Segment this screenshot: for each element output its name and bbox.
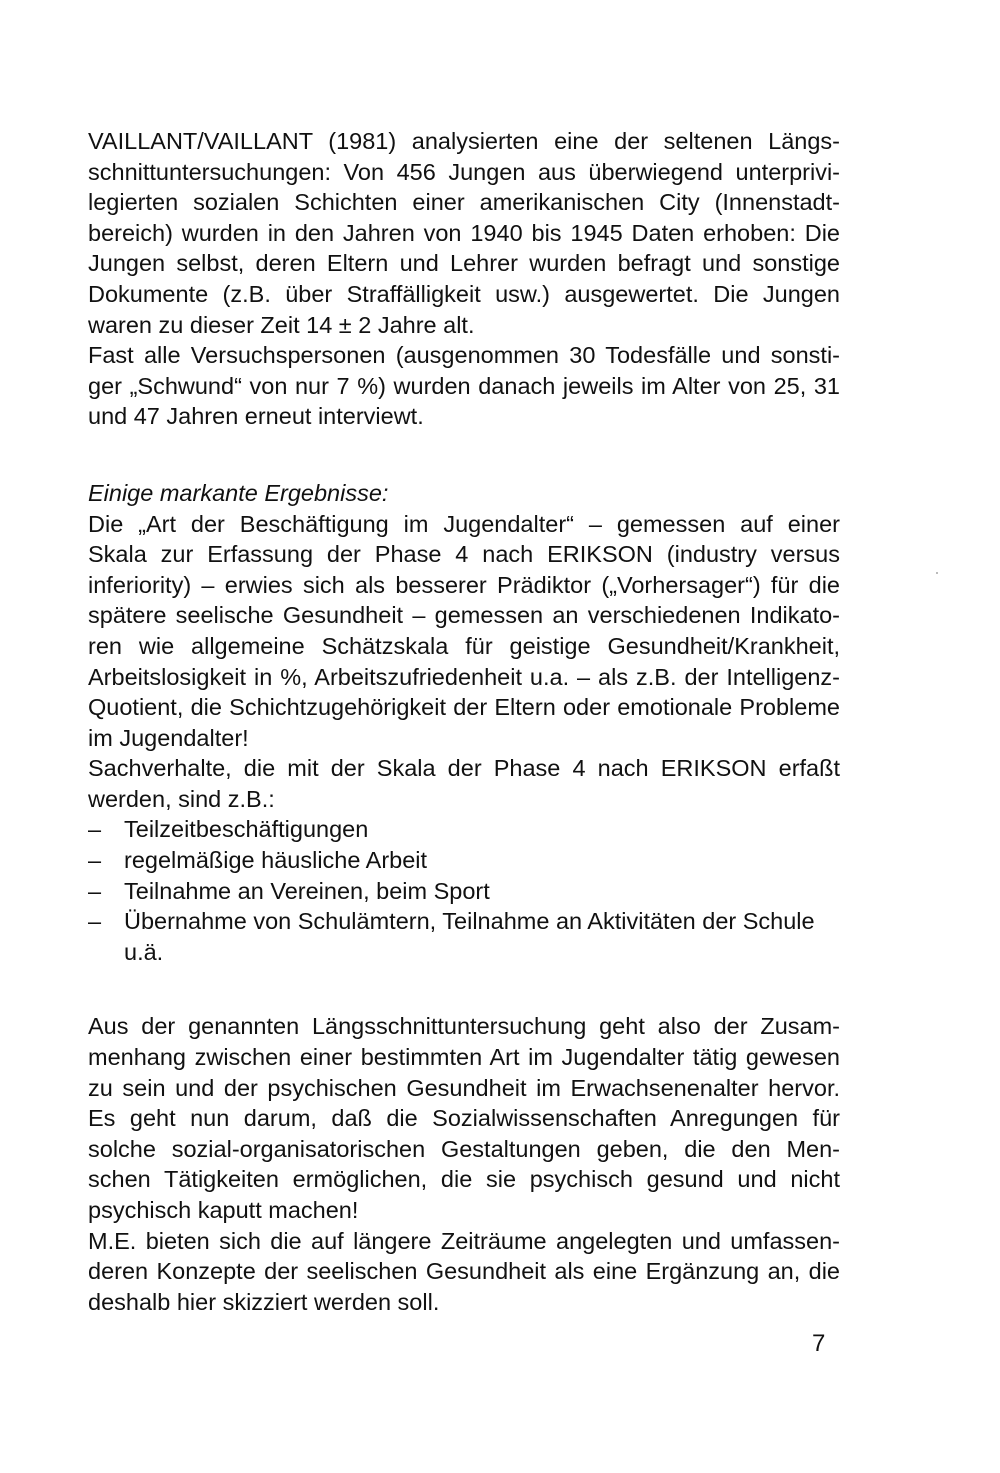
text-line: Sachverhalte, die mit der Skala der Phase 4 nach ERIKSON erfaßt: [88, 755, 840, 782]
text-line: und 47 Jahren erneut interviewt.: [88, 403, 424, 430]
text-line: zu sein und der psychischen Gesundheit im Erwachsenenalter hervor.: [88, 1074, 840, 1101]
list-item-text: Übernahme von Schulämtern, Teilnahme an Aktivitäten der Schule: [124, 908, 815, 935]
list-item: [88, 814, 840, 845]
paragraph-results: [88, 509, 840, 754]
list-item-continuation: u.ä.: [124, 938, 164, 965]
paragraph-facts: [88, 753, 840, 814]
text-line: M.E. bieten sich die auf längere Zeiträume angelegten und umfassen-: [88, 1227, 840, 1254]
paragraph-follow-up: [88, 340, 840, 432]
text-line: Arbeitslosigkeit in %, Arbeitszufriedenheit u.a. – als z.B. der Intelligenz-: [88, 663, 840, 690]
text-line: schen Tätigkeiten ermöglichen, die sie psychisch gesund und nicht: [88, 1166, 840, 1193]
text-line: deren Konzepte der seelischen Gesundheit als eine Ergänzung an, die: [88, 1258, 840, 1285]
text-line: Jungen selbst, deren Eltern und Lehrer wurden befragt und sonstige: [88, 250, 840, 277]
list-item: [88, 906, 840, 937]
text-line: deshalb hier skizziert werden soll.: [88, 1288, 440, 1315]
text-line: ren wie allgemeine Schätzskala für geistige Gesundheit/Krankheit,: [88, 632, 840, 659]
list-item: [88, 876, 840, 907]
text-line: Aus der genannten Längsschnittuntersuchung geht also der Zusam-: [88, 1013, 840, 1040]
text-line: ger „Schwund“ von nur 7 %) wurden danach jeweils im Alter von 25, 31: [88, 372, 840, 399]
text-line: Es geht nun darum, daß die Sozialwissenschaften Anregungen für: [88, 1105, 840, 1132]
dash-bullet: –: [88, 847, 102, 874]
page-number: 7: [812, 1330, 826, 1357]
dash-bullet: –: [88, 877, 102, 904]
paragraph-vaillant-study: [88, 126, 840, 340]
text-line: VAILLANT/VAILLANT (1981) analysierten eine der seltenen Längs-: [88, 128, 840, 154]
list-item-text: regelmäßige häusliche Arbeit: [124, 847, 428, 874]
text-line: menhang zwischen einer bestimmten Art im Jugendalter tätig gewesen: [88, 1044, 840, 1071]
text-line: bereich) wurden in den Jahren von 1940 bis 1945 Daten erhoben: Die: [88, 219, 840, 246]
bullet-list: [88, 814, 840, 967]
list-item: [88, 845, 840, 876]
text-line: Fast alle Versuchspersonen (ausgenommen 30 Todesfälle und sonsti-: [88, 342, 840, 369]
text-line: Skala zur Erfassung der Phase 4 nach ERIKSON (industry versus: [88, 541, 840, 568]
list-item-text: Teilnahme an Vereinen, beim Sport: [124, 877, 490, 904]
section-heading: Einige markante Ergebnisse:: [88, 479, 389, 506]
scan-speck: [936, 572, 938, 574]
text-line: schnittuntersuchungen: Von 456 Jungen aus überwiegend unterprivi-: [88, 158, 840, 185]
text-line: inferiority) – erwies sich als besserer Prädiktor („Vorhersager“) für die: [88, 571, 840, 598]
text-line: waren zu dieser Zeit 14 ± 2 Jahre alt.: [88, 311, 475, 338]
text-line: legierten sozialen Schichten einer amerikanischen City (Innenstadt-: [88, 189, 840, 216]
text-line: Quotient, die Schichtzugehörigkeit der Eltern oder emotionale Probleme: [88, 694, 840, 721]
paragraph-outlook: [88, 1226, 840, 1318]
text-line: psychisch kaputt machen!: [88, 1197, 359, 1223]
dash-bullet: –: [88, 908, 102, 935]
text-line: Die „Art der Beschäftigung im Jugendalter“ – gemessen auf einer: [88, 510, 840, 537]
page-text: [88, 126, 840, 1317]
list-item-text: Teilzeitbeschäftigungen: [124, 816, 369, 843]
dash-bullet: –: [88, 816, 102, 843]
paragraph-conclusion: [88, 1011, 840, 1225]
text-line: im Jugendalter!: [88, 724, 249, 751]
text-line: werden, sind z.B.:: [88, 785, 275, 812]
text-line: Dokumente (z.B. über Straffälligkeit usw.) ausgewertet. Die Jungen: [88, 280, 840, 307]
text-line: spätere seelische Gesundheit – gemessen an verschiedenen Indikato-: [88, 602, 840, 629]
text-line: solche sozial-organisatorischen Gestaltungen geben, die den Men-: [88, 1135, 840, 1162]
